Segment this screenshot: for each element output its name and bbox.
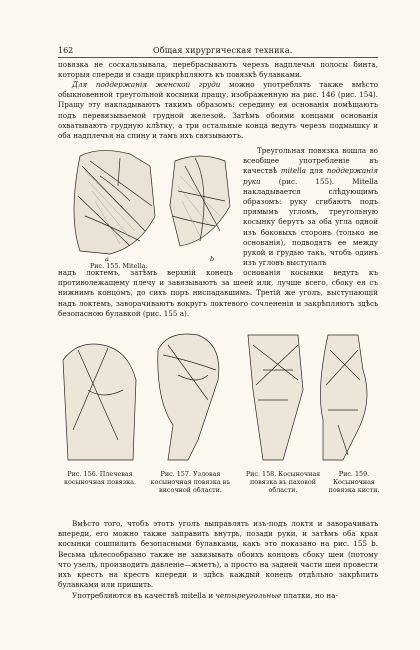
page-number: 162 <box>58 46 74 55</box>
paragraph-5: Употребляются въ качествѣ mitella и четыреугольные платки, но на- <box>72 591 338 600</box>
figures-156-159 <box>58 330 380 465</box>
paragraph-2-emphasis: Для поддержанія женской груди <box>72 80 221 89</box>
figure-155-caption: Рис. 155. Mitella. <box>90 262 148 270</box>
bandage-illustrations <box>58 330 380 465</box>
figure-157-caption: Рис. 157. Узловая косыночная повязка въ височной области. <box>150 470 231 495</box>
figure-155-mitella <box>60 146 240 261</box>
figure-158-caption: Рис. 158. Косыночная повязка въ паховой области. <box>245 470 321 495</box>
paragraph-4: Вмѣсто того, чтобъ этотъ уголъ выправлять изъ-подъ локтя и заворачивать впереди, его можно также заправить внутрь, позади руки, и затѣмъ оба края косынки сошпилить безопасными булавками, какъ это показано на рис. 155 b. Весьма цѣлесообразно также не завязывать обоихъ концовъ сбоку шеи (потому что узелъ, производитъ давленіе—жметъ), а просто на задней части шеи провести ихъ крестъ на крестъ кпереди и здѣсь каждый конецъ отдѣльно закрѣпить булавками или пришить. <box>58 519 378 590</box>
running-title: Общая хирургическая техника. <box>153 46 293 55</box>
paragraph-1: повязка не соскальзывала, перебрасываютъ черезъ надплечья полосы бинта, которыя спереди и сзади прикрѣпляютъ къ повязкѣ булавками. <box>58 60 378 80</box>
paragraph-2: Для поддержанія женской груди можно употреблять также вмѣсто обыкновенной треугольной косынки пращу, изображенную на рис. 146 (рис. 154). Пращу эту накладываютъ такимъ образомъ: середину ея основанія помѣщаютъ подъ перевязываемой грудной железой. Затѣмъ обоими концами основанія охватываютъ грудную клѣтку, а три остальные конца ведутъ черезъ подмышку и оба надплечья на спину и тамъ ихъ связываютъ. <box>58 80 378 141</box>
paragraph-3-wrap: Треугольная повязка вошла во всеобщее употребленіе въ качествѣ mitella для поддержанія руки (рис. 155). Mitella накладывается слѣдующимъ образомъ: руку сгибаютъ подъ прямымъ угломъ, треугольную косынку берутъ за оба угла одной изъ боковыхъ сторонъ (только не основанія), подводятъ ее между рукой и грудью такъ, чтобъ одинъ изъ угловъ выступалъ <box>243 146 378 268</box>
figure-156-caption: Рис. 156. Плечевая косыночная повязка. <box>63 470 137 487</box>
header-rule <box>58 57 378 58</box>
mitella-illustration <box>60 146 240 261</box>
paragraph-3-continued: надъ локтемъ, затѣмъ верхній конецъ основанія косынки ведутъ къ противолежащему плечу и завязываютъ за шеей или, лучше всего, сбоку ея съ нижнимъ концомъ, до сихъ поръ ниспадавшимъ. Третій же уголъ, выступающій надъ локтемъ, заворачиваютъ вокругъ локтевого сочлененія и закрѣпляютъ здѣсь безопасною булавкой (рис. 155 a). <box>58 268 378 318</box>
figure-155-label-a: a <box>105 255 109 263</box>
figure-155-label-b: b <box>210 255 215 263</box>
figure-159-caption: Рис. 159. Косыночная повязка кисти. <box>328 470 380 495</box>
